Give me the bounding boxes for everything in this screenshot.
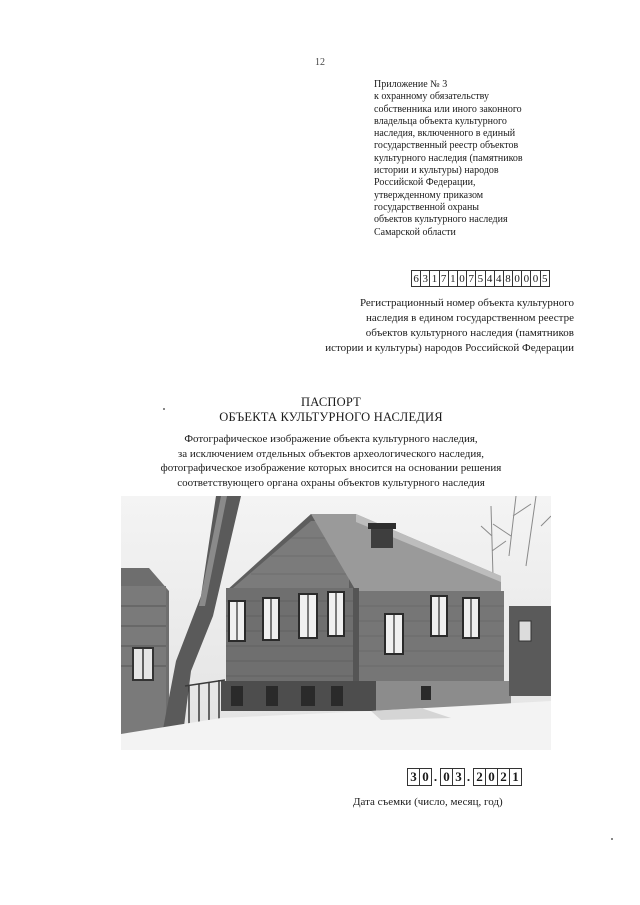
appendix-line: утвержденному приказом — [374, 189, 484, 201]
registration-digit: 4 — [485, 270, 495, 287]
photo-caption-line: фотографическое изображение которых вносится на основании решения — [160, 462, 502, 474]
registration-digit: 1 — [429, 270, 439, 287]
passport-title: ПАСПОРТ — [301, 395, 361, 409]
registration-caption-line: объектов культурного наследия (памятников — [365, 327, 574, 339]
date-day-digit: 3 — [407, 768, 420, 786]
registration-number — [411, 270, 549, 287]
date-separator: . — [433, 769, 438, 784]
appendix-line: культурного наследия (памятников — [374, 152, 523, 164]
registration-digit: 5 — [540, 270, 550, 287]
appendix-block — [374, 79, 604, 239]
page-number: 12 — [315, 57, 325, 68]
photo-caption — [0, 432, 640, 490]
appendix-line: к охранному обязательству — [374, 91, 490, 103]
photo-caption-line: за исключением отдельных объектов археологического наследия, — [177, 447, 485, 460]
scan-speck — [611, 838, 613, 840]
appendix-line: наследия, включенного в единый — [374, 128, 516, 140]
registration-digit: 1 — [448, 270, 458, 287]
date-year-digit: 1 — [509, 768, 522, 786]
appendix-line: истории и культуры) народов — [374, 165, 499, 177]
heritage-house-photo — [121, 496, 551, 750]
registration-digit: 8 — [503, 270, 513, 287]
registration-digit: 7 — [466, 270, 476, 287]
appendix-line: собственника или иного законного — [374, 103, 522, 115]
appendix-line: Самарской области — [374, 226, 456, 238]
registration-digit: 3 — [420, 270, 430, 287]
photo-caption-line: Фотографическое изображение объекта культурного наследия, — [184, 433, 478, 445]
passport-subtitle: ОБЪЕКТА КУЛЬТУРНОГО НАСЛЕДИЯ — [219, 410, 443, 424]
registration-digit: 0 — [457, 270, 467, 287]
registration-caption — [254, 296, 574, 356]
registration-caption-line: истории и культуры) народов Российской Федерации — [325, 342, 574, 354]
registration-caption-line: Регистрационный номер объекта культурного — [359, 297, 574, 309]
registration-digit: 0 — [512, 270, 522, 287]
date-day-digit: 0 — [419, 768, 432, 786]
date-year-digit: 2 — [473, 768, 486, 786]
appendix-line: Российской Федерации, — [374, 177, 476, 189]
appendix-line: государственный реестр объектов — [374, 140, 519, 152]
registration-caption-line: наследия в едином государственном реестре — [366, 312, 574, 324]
appendix-line: Приложение № 3 — [374, 79, 448, 90]
date-year-digit: 0 — [485, 768, 498, 786]
date-month-digit: 3 — [452, 768, 465, 786]
date-caption: Дата съемки (число, месяц, год) — [353, 796, 503, 808]
date-month-digit: 0 — [440, 768, 453, 786]
survey-date — [407, 768, 521, 786]
registration-digit: 0 — [521, 270, 531, 287]
scan-speck — [163, 408, 165, 410]
appendix-line: владельца объекта культурного — [374, 115, 507, 127]
registration-digit: 6 — [411, 270, 421, 287]
photo-caption-line: соответствующего органа охраны объектов культурного наследия — [177, 476, 485, 489]
appendix-line: объектов культурного наследия — [374, 214, 508, 226]
date-year-digit: 2 — [497, 768, 510, 786]
registration-digit: 0 — [530, 270, 540, 287]
registration-digit: 5 — [475, 270, 485, 287]
date-separator: . — [466, 769, 471, 784]
appendix-line: государственной охраны — [374, 201, 480, 213]
registration-digit: 4 — [494, 270, 504, 287]
registration-digit: 7 — [439, 270, 449, 287]
